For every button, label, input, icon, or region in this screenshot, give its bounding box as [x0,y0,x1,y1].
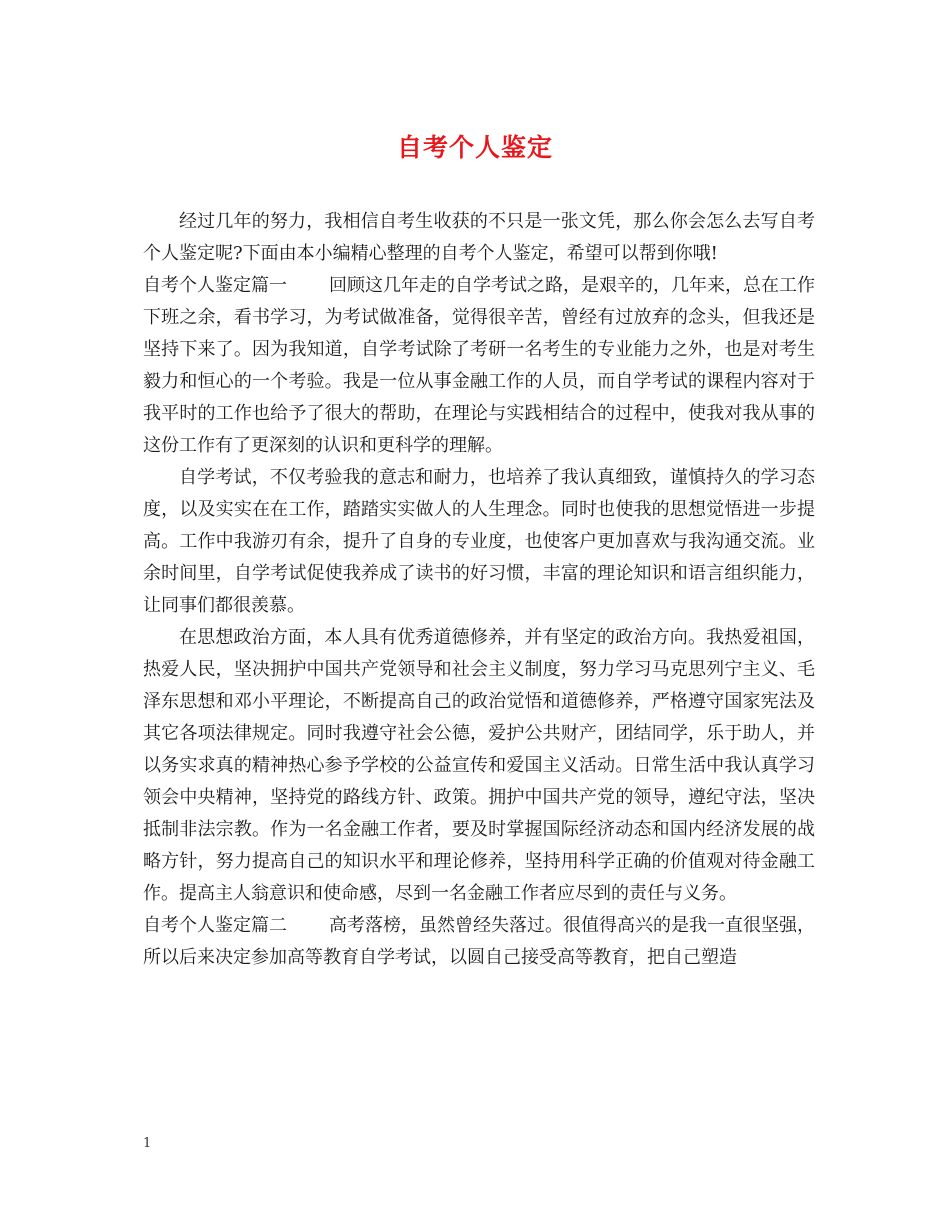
document-body [143,206,815,974]
document-title: 自考个人鉴定 [396,133,553,162]
paragraph-two: 自学考试，不仅考验我的意志和耐力，也培养了我认真细致，谨慎持久的学习态度，以及实实在在工作，踏踏实实做人的人生理念。同时也使我的思想觉悟进一步提高。工作中我游刃有余，提升了自身的专业度，也使客户更加喜欢与我沟通交流。业余时间里，自学考试促使我养成了读书的好习惯，丰富的理论知识和语言组织能力，让同事们都很羡慕。 [143,467,815,616]
section-one-label: 自考个人鉴定篇一 [143,275,287,296]
section-two-paragraph [143,910,815,974]
section-two-label: 自考个人鉴定篇二 [143,915,287,936]
section-one-text: 回顾这几年走的自学考试之路，是艰辛的，几年来，总在工作下班之余，看书学习，为考试做准备，觉得很辛苦，曾经有过放弃的念头，但我还是坚持下来了。因为我知道，自学考试除了考研一名考生的专业能力之外，也是对考生毅力和恒心的一个考验。我是一位从事金融工作的人员，而自学考试的课程内容对于我平时的工作也给予了很大的帮助，在理论与实践相结合的过程中，使我对我从事的这份工作有了更深刻的认识和更科学的理解。 [143,275,815,456]
intro-paragraph: 经过几年的努力，我相信自考生收获的不只是一张文凭，那么你会怎么去写自考个人鉴定呢?下面由本小编精心整理的自考个人鉴定，希望可以帮到你哦! [143,211,815,264]
page-number: 1 [143,1136,152,1151]
paragraph-three: 在思想政治方面，本人具有优秀道德修养，并有坚定的政治方向。我热爱祖国，热爱人民，坚决拥护中国共产党领导和社会主义制度，努力学习马克思列宁主义、毛泽东思想和邓小平理论，不断提高自己的政治觉悟和道德修养，严格遵守国家宪法及其它各项法律规定。同时我遵守社会公德，爱护公共财产，团结同学，乐于助人，并以务实求真的精神热心参予学校的公益宣传和爱国主义活动。日常生活中我认真学习领会中央精神，坚持党的路线方针、政策。拥护中国共产党的领导，遵纪守法，坚决抵制非法宗教。作为一名金融工作者，要及时掌握国际经济动态和国内经济发展的战略方针，努力提高自己的知识水平和理论修养，坚持用科学正确的价值观对待金融工作。提高主人翁意识和使命感，尽到一名金融工作者应尽到的责任与义务。 [143,627,815,904]
section-two-text: 高考落榜，虽然曾经失落过。很值得高兴的是我一直很坚强，所以后来决定参加高等教育自学考试，以圆自己接受高等教育，把自己塑造 [143,915,815,968]
section-one-paragraph [143,270,815,462]
